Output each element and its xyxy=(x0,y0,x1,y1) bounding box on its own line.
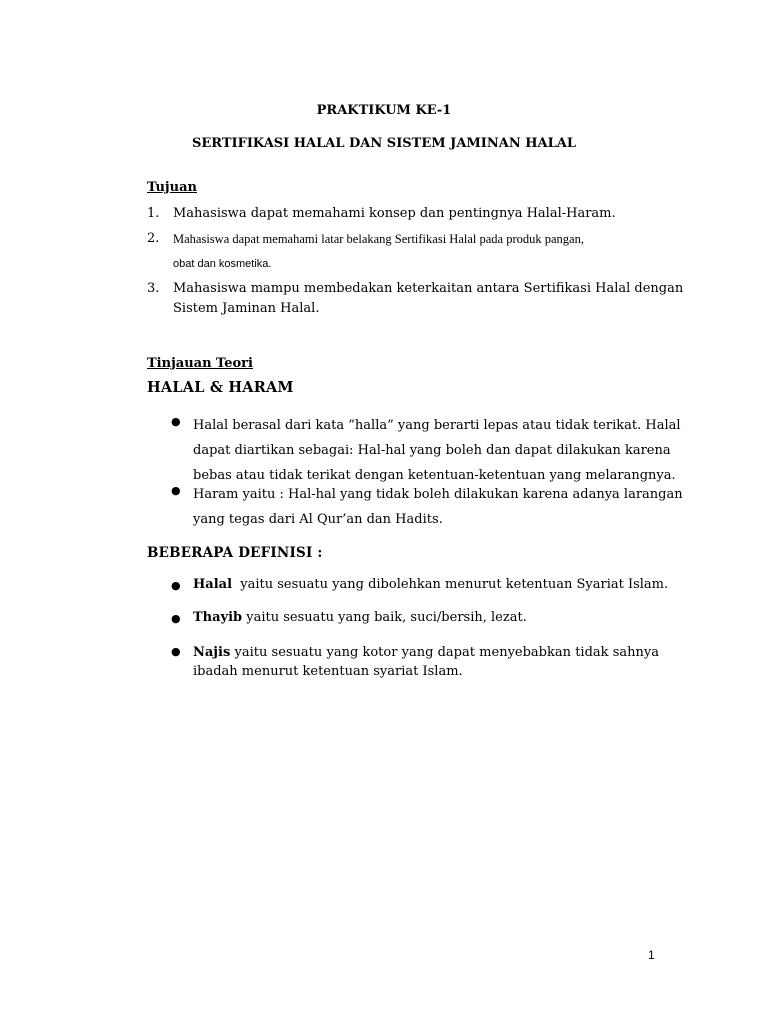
list-number: 3. xyxy=(147,281,160,296)
definition-term: Thayib xyxy=(193,610,243,625)
list-text: Mahasiswa mampu membedakan keterkaitan antara Sertifikasi Halal dengan xyxy=(173,281,684,296)
bullet-text: Halal berasal dari kata ”halla” yang berarti lepas atau tidak terikat. Halal dapat diartikan sebagai: Hal-hal yang boleh dan dapat dilakukan karena bebas atau tidak terikat dengan ketentuan-ketentuan yang melarangnya. xyxy=(193,418,681,483)
list-text: Mahasiswa dapat memahami latar belakang Sertifikasi Halal pada produk pangan, xyxy=(173,232,584,246)
definition-text: Thayib yaitu sesuatu yang baik, suci/bersih, lezat. xyxy=(193,610,527,625)
list-number: 2. xyxy=(147,231,160,246)
definisi-heading: BEBERAPA DEFINISI : xyxy=(147,545,323,561)
halal-haram-heading: HALAL & HARAM xyxy=(147,379,294,396)
bullet-dot-icon: ● xyxy=(171,579,181,592)
list-text-continuation: Sistem Jaminan Halal. xyxy=(173,301,320,316)
definition-term: Halal xyxy=(193,577,233,592)
definition-text: Halal yaitu sesuatu yang dibolehkan menurut ketentuan Syariat Islam. xyxy=(193,577,669,592)
bullet-text: Haram yaitu : Hal-hal yang tidak boleh dilakukan karena adanya larangan yang tegas dari Al Qur’an dan Hadits. xyxy=(193,487,683,527)
page-title: PRAKTIKUM KE-1 xyxy=(316,103,452,118)
definition-term: Najis xyxy=(193,645,231,660)
tujuan-heading: Tujuan xyxy=(147,180,197,195)
page-subtitle: SERTIFIKASI HALAL DAN SISTEM JAMINAN HALAL xyxy=(191,136,576,151)
bullet-dot-icon: ● xyxy=(171,415,181,428)
list-number: 1. xyxy=(147,206,160,221)
page-number: 1 xyxy=(648,948,655,962)
list-text-continuation: obat dan kosmetika. xyxy=(173,258,272,270)
tinjauan-heading: Tinjauan Teori xyxy=(147,356,253,371)
bullet-dot-icon: ● xyxy=(171,484,181,497)
bullet-dot-icon: ● xyxy=(171,612,181,625)
definition-text: Najis yaitu sesuatu yang kotor yang dapat menyebabkan tidak sahnya ibadah menurut ketentuan syariat Islam. xyxy=(193,645,659,679)
bullet-dot-icon: ● xyxy=(171,645,181,658)
list-text: Mahasiswa dapat memahami konsep dan pentingnya Halal-Haram. xyxy=(173,206,616,221)
